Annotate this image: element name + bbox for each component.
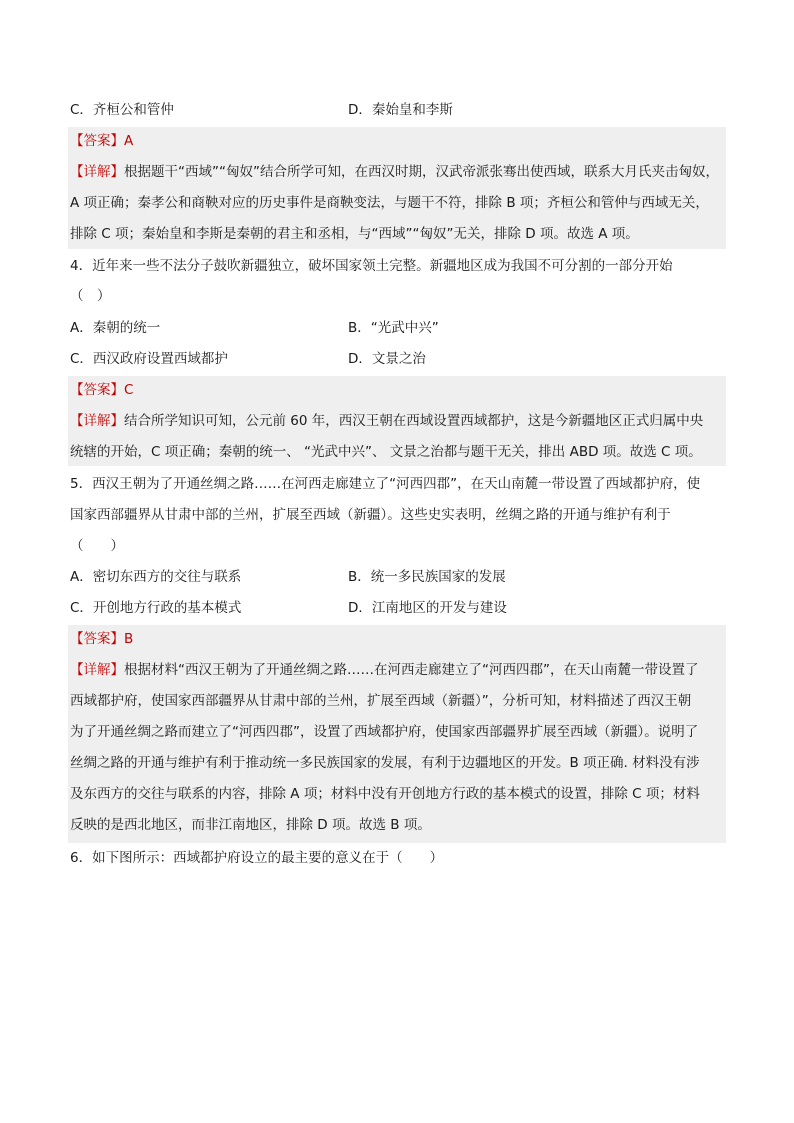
detail-tag: 【详解】 [70,662,124,678]
q3-detail-line-3: 排除 C 项；秦始皇和李斯是秦朝的君主和丞相，与“西域”“匈奴”无关，排除 D 项。故选 A 项。 [70,226,639,242]
q3-options-cd [70,99,724,121]
answer-tag: 【答案】 [70,382,124,398]
q5-stem-line-1: 5．西汉王朝为了开通丝绸之路……在河西走廊建立了“河西四郡”，在天山南麓一带设置了西域都护府，使 [70,476,701,492]
q4-detail-line-1: 【详解】结合所学知识可知，公元前 60 年，西汉王朝在西域设置西域都护，这是今新疆地区正式归属中央 [70,413,704,429]
q5-option-a: A．密切东西方的交往与联系 [70,569,242,585]
q5-answer-line [70,628,724,650]
q5-detail-line-2: 西域都护府，使国家西部疆界从甘肃中部的兰州，扩展至西域（新疆）”，分析可知，材料描述了西汉王朝 [70,693,692,709]
detail-tag: 【详解】 [70,164,124,180]
q4-options-cd [70,348,724,370]
q4-option-a: A．秦朝的统一 [70,320,161,336]
q4-answer-blank: （ ） [70,288,111,304]
q5-stem-line-2: 国家西部疆界从甘肃中部的兰州，扩展至西域（新疆）。这些史实表明，丝绸之路的开通与维护有利于 [70,507,671,523]
q5-detail-line-1: 【详解】根据材料“西汉王朝为了开通丝绸之路……在河西走廊建立了“河西四郡”，在天山南麓一带设置了 [70,662,699,678]
q5-detail-line-6: 反映的是西北地区，而非江南地区，排除 D 项。故选 B 项。 [70,817,431,833]
answer-value: C [124,382,134,398]
q5-detail-line-3: 为了开通丝绸之路而建立了“河西四郡”，设置了西域都护府，使国家西部疆界扩展至西域（新疆）。说明了 [70,724,699,740]
answer-value: A [124,133,134,149]
q5-detail-line-5: 及东西方的交往与联系的内容，排除 A 项；材料中没有开创地方行政的基本模式的设置，排除 C 项；材料 [70,786,700,802]
q3-detail-line-1: 【详解】根据题干“西域”“匈奴”结合所学可知，在西汉时期，汉武帝派张骞出使西域，联系大月氏夹击匈奴， [70,164,719,180]
q3-answer-line [70,130,724,152]
q4-stem: 4．近年来一些不法分子鼓吹新疆独立，破坏国家领土完整。新疆地区成为我国不可分割的一部分开始 [70,258,673,274]
q4-option-d: D．文景之治 [348,351,426,367]
answer-tag: 【答案】 [70,133,124,149]
q4-answer-line [70,379,724,401]
q5-detail-line-4: 丝绸之路的开通与维护有利于推动统一多民族国家的发展，有利于边疆地区的开发。B 项正确. 材料没有涉 [70,755,700,771]
q3-detail-line-2: A 项正确；秦孝公和商鞅对应的历史事件是商鞅变法，与题干不符，排除 B 项；齐桓公和管仲与西域无关， [70,195,709,211]
q4-options-ab [70,317,724,339]
q6-stem: 6．如下图所示：西域都护府设立的最主要的意义在于（ ） [70,850,444,866]
q5-options-cd [70,597,724,619]
q5-answer-blank: （ ） [70,538,124,554]
answer-tag: 【答案】 [70,631,124,647]
q3-option-c: C．齐桓公和管仲 [70,102,174,118]
detail-tag: 【详解】 [70,413,124,429]
q5-option-d: D．江南地区的开发与建设 [348,600,507,616]
q4-detail-line-2: 统辖的开始，C 项正确；秦朝的统一、 “光武中兴”、 文景之治都与题干无关，排出 ABD 项。故选 C 项。 [70,444,702,460]
answer-value: B [124,631,134,647]
q3-option-d: D．秦始皇和李斯 [348,102,453,118]
q4-option-b: B．“光武中兴” [348,320,439,336]
q5-option-b: B．统一多民族国家的发展 [348,569,506,585]
q4-option-c: C．西汉政府设置西域都护 [70,351,228,367]
q5-option-c: C．开创地方行政的基本模式 [70,600,242,616]
q5-options-ab [70,566,724,588]
